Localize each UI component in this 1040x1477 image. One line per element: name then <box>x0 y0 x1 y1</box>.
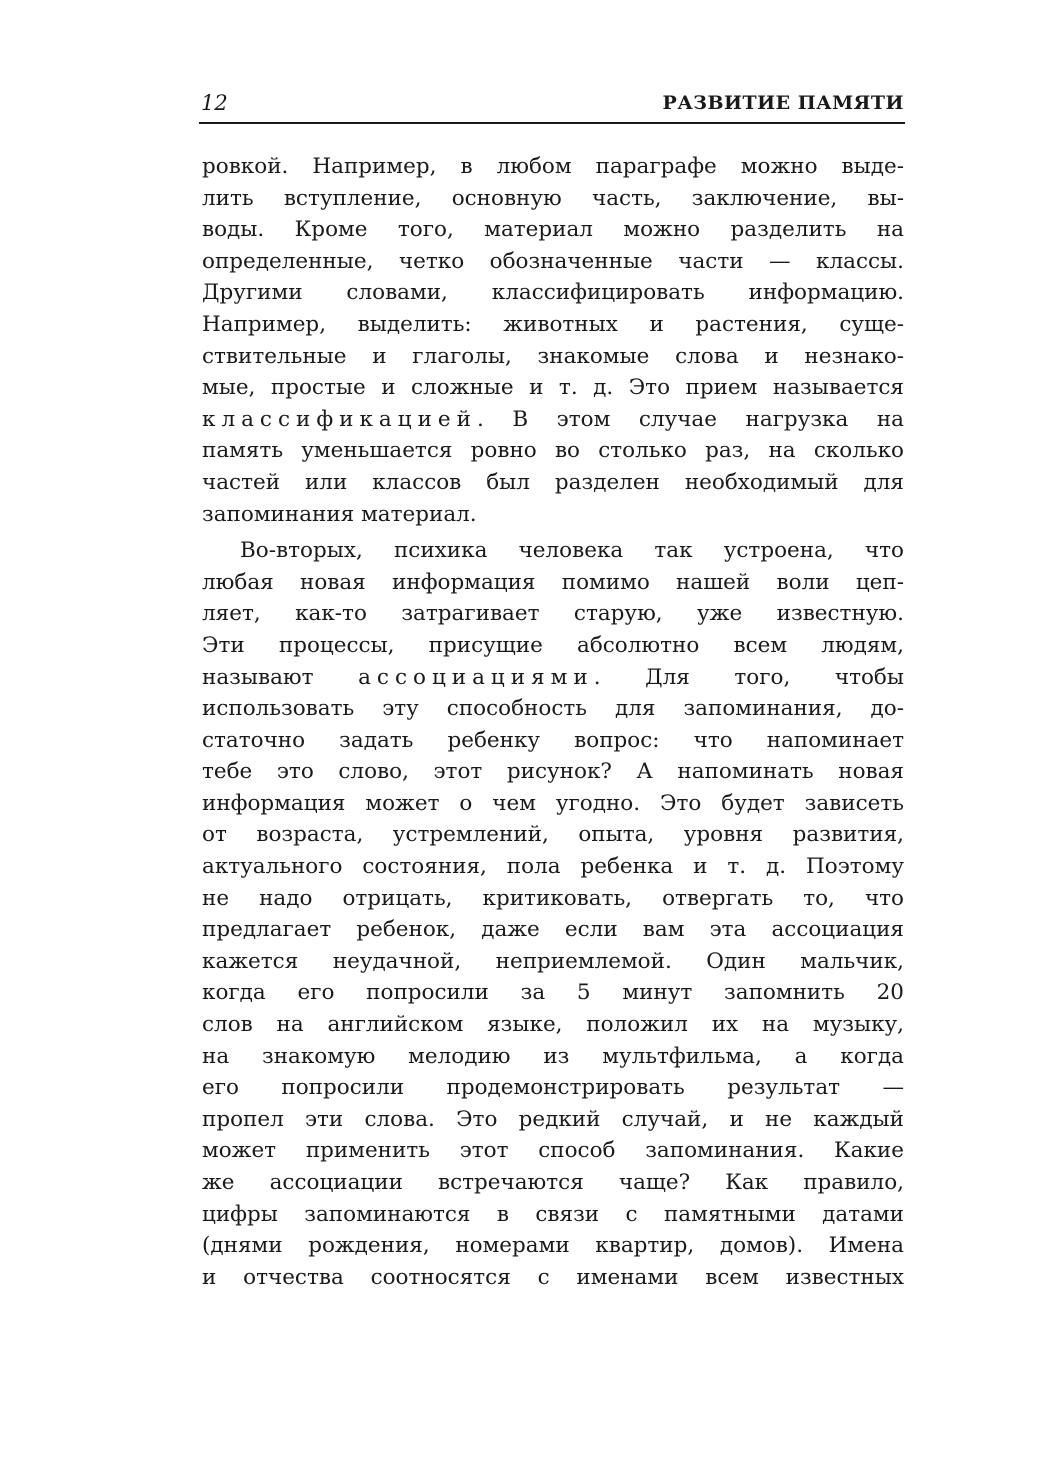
text-line: Эти процессы, присущие абсолютно всем людям, <box>202 632 904 658</box>
text-line: слов на английском языке, положил их на музыку, <box>202 1012 904 1038</box>
text-line: тебе это слово, этот рисунок? А напоминать новая <box>202 759 904 785</box>
running-title: РАЗВИТИЕ ПАМЯТИ <box>662 92 904 114</box>
text-line: Во-вторых, психика человека так устроена, что <box>240 538 904 564</box>
text-line: на знакомую мелодию из мультфильма, а когда <box>202 1043 904 1069</box>
page-number: 12 <box>201 91 228 115</box>
text-line: мые, простые и сложные и т. д. Это прием называется <box>202 375 904 401</box>
text-line: предлагает ребенок, даже если вам эта ассоциация <box>202 917 904 943</box>
text-line: пропел эти слова. Это редкий случай, и не каждый <box>202 1106 904 1132</box>
body-text <box>202 151 904 1293</box>
text-line: актуального состояния, пола ребенка и т. д. Поэтому <box>202 854 904 880</box>
text-line: частей или классов был разделен необходимый для <box>202 469 904 495</box>
text-line: ствительные и глаголы, знакомые слова и незнако- <box>202 343 904 369</box>
text-line: ляет, как-то затрагивает старую, уже известную. <box>202 601 904 627</box>
text-line: Другими словами, классифицировать информацию. <box>202 280 904 306</box>
header-rule <box>199 122 905 124</box>
text-line: воды. Кроме того, материал можно разделить на <box>202 217 904 243</box>
text-line: же ассоциации встречаются чаще? Как правило, <box>202 1170 904 1195</box>
text-line: может применить этот способ запоминания. Какие <box>202 1138 904 1164</box>
line-text: называют <box>202 664 359 690</box>
text-line: информация может о чем угодно. Это будет зависеть <box>202 790 904 816</box>
text-line <box>202 662 904 694</box>
text-line: кажется неудачной, неприемлемой. Один мальчик, <box>202 948 904 974</box>
paragraph <box>202 151 904 530</box>
spaced-term: ассоциациями <box>358 664 594 690</box>
text-line: цифры запоминаются в связи с памятными датами <box>202 1201 904 1227</box>
spaced-term: классификацией <box>202 406 477 432</box>
text-line: не надо отрицать, критиковать, отвергать то, что <box>202 885 904 911</box>
text-line: любая новая информация помимо нашей воли цеп- <box>202 569 904 595</box>
text-line: запоминания материал. <box>202 501 477 527</box>
text-line: лить вступление, основную часть, заключение, вы- <box>202 185 904 211</box>
paragraph <box>202 535 904 1293</box>
text-line <box>202 404 904 436</box>
text-line: определенные, четко обозначенные части — классы. <box>202 248 904 274</box>
text-line: и отчества соотносятся с именами всем известных <box>202 1264 904 1290</box>
text-line: его попросили продемонстрировать результат — <box>202 1075 904 1101</box>
text-line: ровкой. Например, в любом параграфе можно выде- <box>202 154 904 179</box>
line-text: . В этом случае нагрузка на <box>476 406 904 432</box>
running-head <box>201 88 904 118</box>
text-line: Например, выделить: животных и растения, суще- <box>202 311 904 337</box>
line-text: . Для того, чтобы <box>593 664 904 690</box>
text-line: от возраста, устремлений, опыта, уровня развития, <box>202 822 904 848</box>
text-line: память уменьшается ровно во столько раз, на сколько <box>202 438 904 464</box>
text-line: (днями рождения, номерами квартир, домов). Имена <box>202 1233 904 1259</box>
text-line: когда его попросили за 5 минут запомнить 20 <box>202 980 904 1006</box>
text-line: использовать эту способность для запоминания, до- <box>202 696 904 722</box>
text-line: статочно задать ребенку вопрос: что напоминает <box>202 727 904 753</box>
